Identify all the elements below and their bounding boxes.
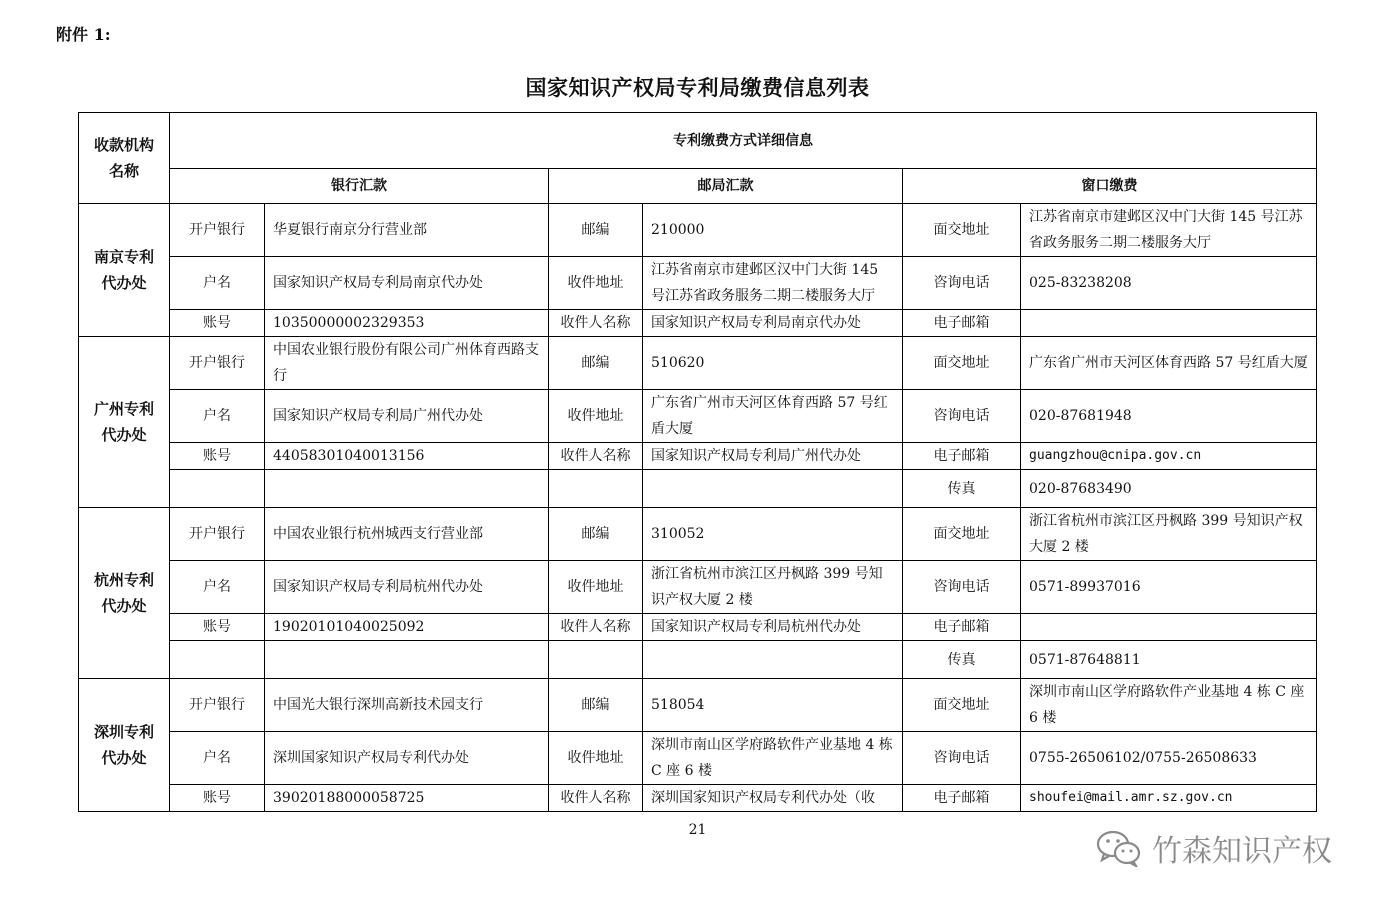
post-label: 收件地址 <box>549 257 643 310</box>
header-bank: 银行汇款 <box>170 169 549 204</box>
post-value: 浙江省杭州市滨江区丹枫路 399 号知识产权大厦 2 楼 <box>643 561 903 614</box>
table-row <box>79 390 1317 443</box>
table-row <box>79 614 1317 641</box>
post-label: 邮编 <box>549 204 643 257</box>
window-value: 020-87683490 <box>1021 470 1317 508</box>
bank-label <box>170 641 265 679</box>
wechat-icon <box>1096 829 1142 867</box>
post-label <box>549 470 643 508</box>
window-value: 广东省广州市天河区体育西路 57 号红盾大厦 <box>1021 337 1317 390</box>
table-row <box>79 641 1317 679</box>
bank-label: 开户银行 <box>170 204 265 257</box>
post-value: 江苏省南京市建邺区汉中门大街 145 号江苏省政务服务二期二楼服务大厅 <box>643 257 903 310</box>
bank-label: 开户银行 <box>170 508 265 561</box>
page-number: 21 <box>688 822 707 838</box>
window-label: 传真 <box>903 470 1021 508</box>
post-value: 深圳国家知识产权局专利代办处（收 <box>643 785 903 812</box>
table-row <box>79 443 1317 470</box>
post-label: 收件地址 <box>549 390 643 443</box>
header-org: 收款机构名称 <box>79 113 170 204</box>
post-value: 国家知识产权局专利局杭州代办处 <box>643 614 903 641</box>
post-label <box>549 641 643 679</box>
bank-label: 账号 <box>170 443 265 470</box>
window-label: 咨询电话 <box>903 561 1021 614</box>
window-value: guangzhou@cnipa.gov.cn <box>1021 443 1317 470</box>
bank-value: 国家知识产权局专利局广州代办处 <box>265 390 549 443</box>
window-label: 咨询电话 <box>903 257 1021 310</box>
window-value: 浙江省杭州市滨江区丹枫路 399 号知识产权大厦 2 楼 <box>1021 508 1317 561</box>
document-title: 国家知识产权局专利局缴费信息列表 <box>525 75 870 100</box>
post-label: 邮编 <box>549 337 643 390</box>
bank-value: 39020188000058725 <box>265 785 549 812</box>
bank-label: 账号 <box>170 614 265 641</box>
bank-label: 户名 <box>170 257 265 310</box>
post-value: 210000 <box>643 204 903 257</box>
org-name-cell: 深圳专利代办处 <box>79 679 170 812</box>
table-row <box>79 257 1317 310</box>
window-label: 咨询电话 <box>903 732 1021 785</box>
window-label: 咨询电话 <box>903 390 1021 443</box>
window-label: 电子邮箱 <box>903 785 1021 812</box>
window-value: 025-83238208 <box>1021 257 1317 310</box>
table-row <box>79 785 1317 812</box>
post-label: 收件地址 <box>549 561 643 614</box>
post-value <box>643 641 903 679</box>
window-label: 电子邮箱 <box>903 614 1021 641</box>
table-row <box>79 561 1317 614</box>
fee-info-table <box>78 112 1317 812</box>
org-name-cell: 杭州专利代办处 <box>79 508 170 679</box>
bank-value: 国家知识产权局专利局杭州代办处 <box>265 561 549 614</box>
bank-value: 19020101040025092 <box>265 614 549 641</box>
header-post: 邮局汇款 <box>549 169 903 204</box>
window-label: 面交地址 <box>903 337 1021 390</box>
window-value: shoufei@mail.amr.sz.gov.cn <box>1021 785 1317 812</box>
bank-value: 国家知识产权局专利局南京代办处 <box>265 257 549 310</box>
table-row <box>79 679 1317 732</box>
bank-label <box>170 470 265 508</box>
window-label: 面交地址 <box>903 679 1021 732</box>
post-value <box>643 470 903 508</box>
table-row <box>79 204 1317 257</box>
bank-value: 中国农业银行杭州城西支行营业部 <box>265 508 549 561</box>
table-row <box>79 732 1317 785</box>
window-value: 020-87681948 <box>1021 390 1317 443</box>
org-name-cell: 广州专利代办处 <box>79 337 170 508</box>
window-label: 电子邮箱 <box>903 443 1021 470</box>
post-label: 收件人名称 <box>549 785 643 812</box>
bank-label: 户名 <box>170 561 265 614</box>
bank-value: 中国光大银行深圳高新技术园支行 <box>265 679 549 732</box>
window-value <box>1021 614 1317 641</box>
post-value: 广东省广州市天河区体育西路 57 号红盾大厦 <box>643 390 903 443</box>
watermark <box>1096 826 1332 870</box>
post-label: 收件人名称 <box>549 614 643 641</box>
bank-label: 账号 <box>170 785 265 812</box>
bank-value: 中国农业银行股份有限公司广州体育西路支行 <box>265 337 549 390</box>
post-label: 收件人名称 <box>549 310 643 337</box>
post-label: 收件地址 <box>549 732 643 785</box>
bank-value: 华夏银行南京分行营业部 <box>265 204 549 257</box>
post-label: 邮编 <box>549 679 643 732</box>
bank-value <box>265 641 549 679</box>
org-name-cell: 南京专利代办处 <box>79 204 170 337</box>
post-value: 国家知识产权局专利局南京代办处 <box>643 310 903 337</box>
post-value: 510620 <box>643 337 903 390</box>
bank-value <box>265 470 549 508</box>
post-label: 收件人名称 <box>549 443 643 470</box>
bank-value: 深圳国家知识产权局专利代办处 <box>265 732 549 785</box>
window-value: 0755-26506102/0755-26508633 <box>1021 732 1317 785</box>
bank-label: 户名 <box>170 732 265 785</box>
table-row <box>79 508 1317 561</box>
window-value: 江苏省南京市建邺区汉中门大街 145 号江苏省政务服务二期二楼服务大厅 <box>1021 204 1317 257</box>
bank-value: 44058301040013156 <box>265 443 549 470</box>
window-label: 面交地址 <box>903 204 1021 257</box>
table-row <box>79 310 1317 337</box>
window-value: 0571-87648811 <box>1021 641 1317 679</box>
header-detail: 专利缴费方式详细信息 <box>170 113 1317 169</box>
window-label: 电子邮箱 <box>903 310 1021 337</box>
bank-value: 10350000002329353 <box>265 310 549 337</box>
post-value: 310052 <box>643 508 903 561</box>
post-value: 深圳市南山区学府路软件产业基地 4 栋 C 座 6 楼 <box>643 732 903 785</box>
window-value <box>1021 310 1317 337</box>
attachment-label: 附件 1: <box>56 25 111 44</box>
table-row <box>79 337 1317 390</box>
bank-label: 户名 <box>170 390 265 443</box>
post-label: 邮编 <box>549 508 643 561</box>
header-window: 窗口缴费 <box>903 169 1317 204</box>
post-value: 518054 <box>643 679 903 732</box>
bank-label: 开户银行 <box>170 337 265 390</box>
post-value: 国家知识产权局专利局广州代办处 <box>643 443 903 470</box>
watermark-text: 竹森知识产权 <box>1152 834 1332 869</box>
window-value: 0571-89937016 <box>1021 561 1317 614</box>
window-value: 深圳市南山区学府路软件产业基地 4 栋 C 座 6 楼 <box>1021 679 1317 732</box>
window-label: 面交地址 <box>903 508 1021 561</box>
bank-label: 账号 <box>170 310 265 337</box>
table-row <box>79 470 1317 508</box>
window-label: 传真 <box>903 641 1021 679</box>
bank-label: 开户银行 <box>170 679 265 732</box>
